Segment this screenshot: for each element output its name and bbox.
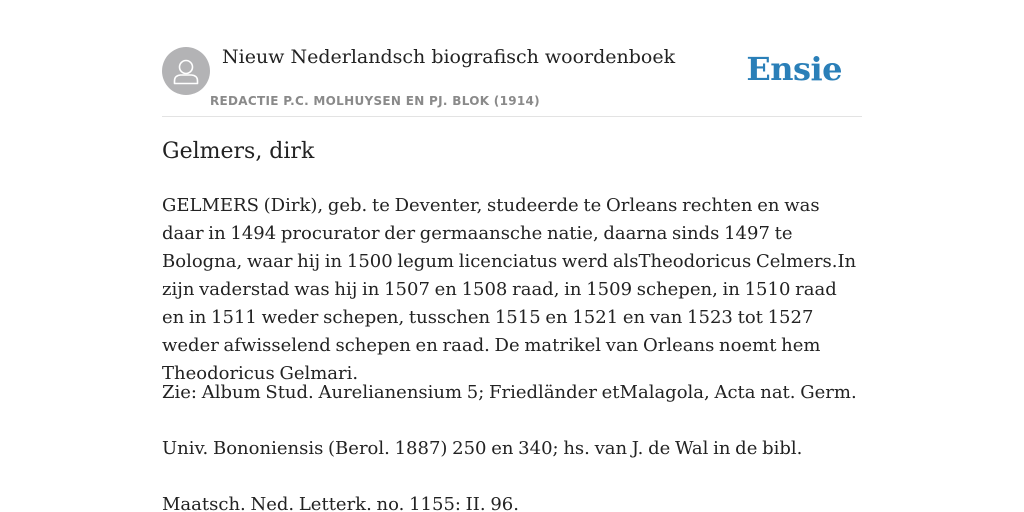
user-avatar-icon[interactable] <box>162 47 210 95</box>
editors-byline: REDACTIE P.C. MOLHUYSEN EN PJ. BLOK (1914) <box>210 94 540 108</box>
header <box>162 44 862 117</box>
reference-line: Univ. Bononiensis (Berol. 1887) 250 en 340; hs. van J. de Wal in de bibl. <box>162 438 803 459</box>
entry-title: Gelmers, dirk <box>162 139 315 164</box>
person-outline-icon <box>162 47 210 95</box>
reference-line: Zie: Album Stud. Aurelianensium 5; Friedländer etMalagola, Acta nat. Germ. <box>162 382 857 403</box>
entry-body: GELMERS (Dirk), geb. te Deventer, studeerde te Orleans rechten en was daar in 1494 procurator der germaansche natie, daarna sinds 1497 te Bologna, waar hij in 1500 legum licenciatus werd alsTheodoricus Celmers.In zijn vaderstad was hij in 1507 en 1508 raad, in 1509 schepen, in 1510 raad en in 1511 weder schepen, tusschen 1515 en 1521 en van 1523 tot 1527 weder afwisselend schepen en raad. De matrikel van Orleans noemt hem Theodoricus Gelmari. <box>162 195 857 384</box>
reference-line: Maatsch. Ned. Letterk. no. 1155: II. 96. <box>162 494 519 512</box>
book-title[interactable]: Nieuw Nederlandsch biografisch woordenboek <box>222 46 676 68</box>
ensie-logo[interactable]: Ensie <box>746 50 842 88</box>
